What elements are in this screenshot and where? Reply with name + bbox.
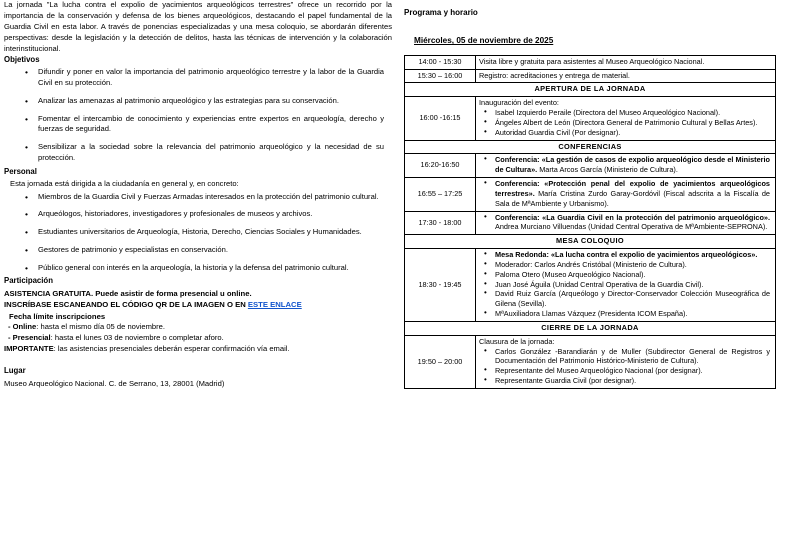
importante-label: IMPORTANTE (4, 344, 54, 354)
time-cell: 16:20-16:50 (405, 154, 476, 178)
online-deadline (8, 322, 392, 333)
desc-cell: Registro: acreditaciones y entrega de material. (476, 69, 776, 83)
fecha-limite-heading: Fecha límite inscripciones (9, 311, 106, 321)
conferencia-speaker: Andrea Murciano Villuendas (Unidad Central Operativa de MªAmbiente-SEPRONA). (495, 222, 768, 232)
list-item: • Representante del Museo Arqueológico Nacional (por designar). (495, 366, 772, 376)
list-item: • Moderador: Carlos Andrés Cristóbal (Ministerio de Cultura). (495, 260, 772, 270)
list-item: • Difundir y poner en valor la importancia del patrimonio arqueológico terrestre y la labor de la Guardia Civil en su protección. (38, 67, 392, 89)
presencial-label: - Presencial (8, 333, 51, 343)
inauguracion-list (479, 108, 772, 138)
list-item: • Miembros de la Guardia Civil y Fuerzas Armadas interesados en la protección del patrimonio cultural. (38, 192, 392, 203)
online-label: - Online (8, 322, 37, 332)
desc-cell (476, 97, 776, 140)
personal-heading: Personal (4, 166, 37, 176)
list-item (495, 155, 772, 175)
time-cell: 16:00 -16:15 (405, 97, 476, 140)
conferencia-speaker: María Cristina Zurdo Garay-Gordóvil (Fiscal adscrita a la Fiscalía de Sala de MªAmbiente y Urbanismo). (495, 188, 770, 208)
importante-note (4, 344, 392, 355)
participacion-heading: Participación (4, 276, 53, 286)
section-mesa-coloquio: MESA COLOQUIO (405, 235, 776, 249)
list-item: • Fomentar el intercambio de conocimiento y experiencias entre expertos en arqueología, derecho y fuerzas de seguridad. (38, 114, 392, 136)
desc-cell (476, 154, 776, 178)
mesa-redonda-title: Mesa Redonda: «La lucha contra el expolio de yacimientos arqueológicos». (495, 250, 758, 260)
cell-lead-text: Inauguración del evento: (479, 98, 559, 108)
desc-cell (476, 178, 776, 212)
programa-heading: Programa y horario (404, 8, 478, 17)
mesa-redonda-list (479, 250, 772, 319)
schedule-table (404, 55, 776, 389)
lugar-heading: Lugar (4, 366, 26, 376)
table-row (405, 69, 776, 83)
list-item: • Paloma Otero (Museo Arqueológico Nacional). (495, 270, 772, 280)
asistencia-gratuita-line: ASISTENCIA GRATUITA. Puede asistir de forma presencial u online. (4, 289, 252, 299)
day-heading: Miércoles, 05 de noviembre de 2025 (414, 35, 554, 45)
list-item: • Gestores de patrimonio y especialistas en conservación. (38, 245, 392, 256)
objetivos-list (4, 67, 392, 163)
personal-lead: Esta jornada está dirigida a la ciudadanía en general y, en concreto: (10, 179, 239, 189)
lugar-address: Museo Arqueológico Nacional. C. de Serrano, 13, 28001 (Madrid) (4, 378, 225, 388)
desc-cell (476, 335, 776, 388)
time-cell: 17:30 - 18:00 (405, 211, 476, 235)
personal-list (4, 192, 392, 274)
section-header-row (405, 83, 776, 97)
desc-cell (476, 249, 776, 322)
table-row (405, 56, 776, 70)
table-row (405, 178, 776, 212)
conferencia-list (479, 179, 772, 209)
list-item (495, 179, 772, 209)
list-item: • Sensibilizar a la sociedad sobre la relevancia del patrimonio arqueológico y la necesidad de su protección. (38, 142, 392, 164)
list-item: • Ángeles Albert de León (Directora General de Patrimonio Cultural y Bellas Artes). (495, 118, 772, 128)
list-item: • Analizar las amenazas al patrimonio arqueológico y las estrategias para su conservación. (38, 96, 392, 107)
list-item (495, 250, 772, 260)
section-conferencias: CONFERENCIAS (405, 140, 776, 154)
list-item: • Arqueólogos, historiadores, investigadores y profesionales de museos y archivos. (38, 209, 392, 220)
table-row (405, 249, 776, 322)
section-header-row (405, 140, 776, 154)
importante-text: : las asistencias presenciales deberán esperar confirmación vía email. (53, 344, 290, 354)
list-item: • David Ruiz García (Arqueólogo y Director-Conservador Colección Museográfica de Gilena (Sevilla). (495, 289, 772, 309)
este-enlace-link[interactable]: ESTE ENLACE (247, 300, 302, 310)
inscripcion-line (4, 300, 392, 311)
conferencia-list (479, 213, 772, 233)
conferencia-speaker: Marta Arcos García (Ministerio de Cultura). (537, 165, 678, 175)
table-row (405, 154, 776, 178)
spacer (4, 355, 392, 365)
time-cell: 14:00 - 15:30 (405, 56, 476, 70)
section-header-row (405, 322, 776, 336)
presencial-text: : hasta el lunes 03 de noviembre o completar aforo. (50, 333, 224, 343)
inscripcion-text: INSCRÍBASE ESCANEANDO EL CÓDIGO QR DE LA IMAGEN O EN (4, 300, 248, 310)
presencial-deadline (8, 333, 392, 344)
list-item: • Carlos González -Barandiarán y de Muller (Subdirector General de Registros y Documentación del Patrimonio Histórico-Ministerio de Cultura). (495, 347, 772, 367)
list-item: • Estudiantes universitarios de Arqueología, Historia, Derecho, Ciencias Sociales y Humanidades. (38, 227, 392, 238)
list-item: • Isabel Izquierdo Peraile (Directora del Museo Arqueológico Nacional). (495, 108, 772, 118)
table-row (405, 97, 776, 140)
time-cell: 19:50 – 20:00 (405, 335, 476, 388)
desc-cell (476, 211, 776, 235)
section-cierre: CIERRE DE LA JORNADA (405, 322, 776, 336)
clausura-list (479, 347, 772, 386)
right-column (400, 0, 800, 533)
list-item: • Público general con interés en la arqueología, la historia y la defensa del patrimonio cultural. (38, 263, 392, 274)
list-item: • Autoridad Guardia Civil (Por designar). (495, 128, 772, 138)
time-cell: 18:30 - 19:45 (405, 249, 476, 322)
list-item: • MªAuxiliadora Llamas Vázquez (Presidenta ICOM España). (495, 309, 772, 319)
list-item: • Representante Guardia Civil (por designar). (495, 376, 772, 386)
desc-cell: Visita libre y gratuita para asistentes al Museo Arqueológico Nacional. (476, 56, 776, 70)
list-item: • Juan José Águila (Unidad Central Operativa de la Guardia Civil). (495, 280, 772, 290)
conferencia-list (479, 155, 772, 175)
table-row (405, 335, 776, 388)
online-text: : hasta el mismo día 05 de noviembre. (36, 322, 166, 332)
list-item (495, 213, 772, 233)
conferencia-title: Conferencia: «Protección penal del expolio de yacimientos arqueológicos terrestres». (495, 179, 770, 198)
time-cell: 16:55 – 17:25 (405, 178, 476, 212)
objetivos-heading: Objetivos (4, 54, 40, 64)
table-row (405, 211, 776, 235)
time-cell: 15:30 – 16:00 (405, 69, 476, 83)
section-apertura: APERTURA DE LA JORNADA (405, 83, 776, 97)
conferencia-title: Conferencia: «La Guardia Civil en la protección del patrimonio arqueológico». (495, 212, 770, 222)
section-header-row (405, 235, 776, 249)
conferencia-title: Conferencia: «La gestión de casos de expolio arqueológico desde el Ministerio de Cultura». (495, 155, 770, 175)
intro-paragraph: La jornada "La lucha contra el expolio de yacimientos arqueológicos terrestres" ofrece un recorrido por la importancia de la conservación y defensa de los bienes arqueológicos, destacando el papel fundamental de la Guardia Civil en esta labor. A través de ponencias especializadas y una mesa coloquio, se abordarán diferentes perspectivas: desde la legislación y la detección de delitos, hasta las técnicas de intervención y la colaboración interinstitucional. (4, 0, 392, 53)
cell-lead-text: Clausura de la jornada: (479, 336, 555, 346)
